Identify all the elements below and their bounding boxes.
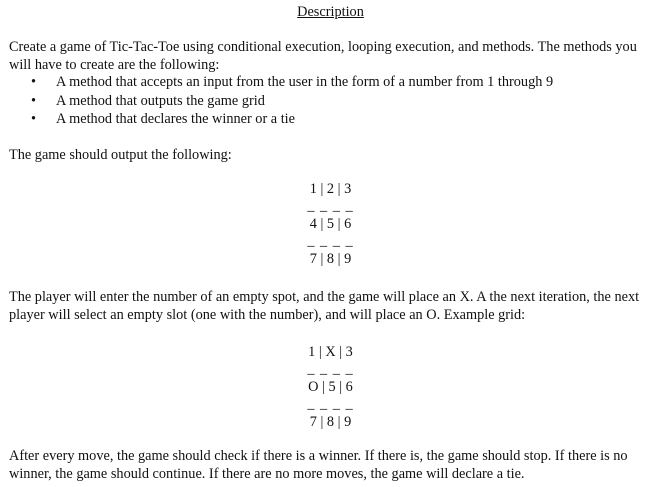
grid-row: 1 | X | 3 [308, 344, 353, 360]
list-item [0, 73, 649, 92]
bullet-icon: • [31, 111, 37, 127]
grid-separator: _ _ _ _ [307, 233, 354, 249]
method-list [0, 73, 649, 129]
grid-separator: _ _ _ _ [307, 361, 354, 377]
list-item [0, 110, 649, 129]
document-title: Description [297, 4, 364, 20]
list-item-text: A method that accepts an input from the user in the form of a number from 1 through 9 [56, 74, 554, 90]
grid-row: 4 | 5 | 6 [309, 216, 352, 232]
grid-row: O | 5 | 6 [308, 379, 353, 395]
list-item [0, 92, 649, 111]
bullet-icon: • [31, 74, 37, 90]
example-game-grid [0, 344, 649, 430]
output-intro-paragraph: The game should output the following: [9, 147, 232, 163]
bullet-icon: • [31, 92, 37, 109]
closing-paragraph: After every move, the game should check if there is a winner. If there is, the game should stop. If there is no winner, the game should continue. If there are no more moves, the game will declare a tie. [9, 448, 628, 482]
grid-row: 7 | 8 | 9 [309, 414, 352, 430]
grid-row: 1 | 2 | 3 [309, 181, 352, 197]
intro-paragraph: Create a game of Tic-Tac-Toe using conditional execution, looping execution, and methods. The methods you will have to create are the following: [9, 39, 637, 73]
grid-separator: _ _ _ _ [307, 198, 354, 214]
list-item-text: A method that declares the winner or a tie [56, 111, 295, 127]
list-item-text: A method that outputs the game grid [56, 92, 265, 109]
grid-row: 7 | 8 | 9 [309, 251, 352, 267]
play-description-paragraph: The player will enter the number of an empty spot, and the game will place an X. A the next iteration, the next player will select an empty slot (one with the number), and will place an O. Example grid: [9, 289, 640, 323]
grid-separator: _ _ _ _ [307, 396, 354, 412]
initial-game-grid [0, 181, 649, 267]
